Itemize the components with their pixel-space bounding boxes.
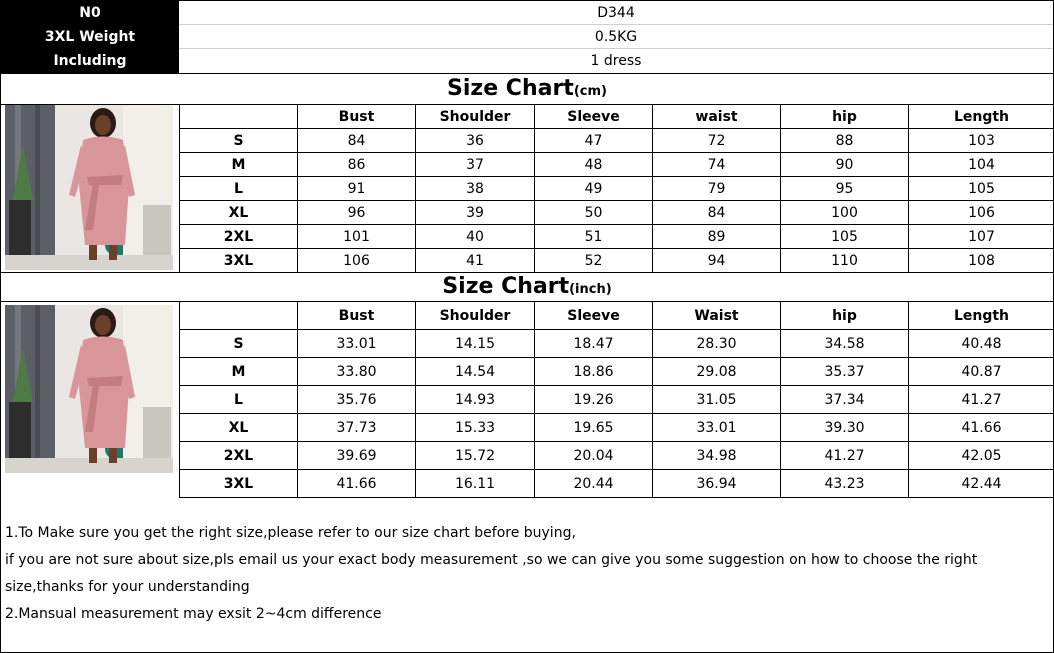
table-cell: 34.58: [781, 330, 909, 358]
table-cell: 20.44: [535, 470, 653, 498]
column-header: Length: [909, 105, 1054, 129]
table-cell: 41: [416, 249, 535, 273]
table-cell: 31.05: [653, 386, 781, 414]
table-cell: 28.30: [653, 330, 781, 358]
info-row-weight: [1, 25, 1053, 49]
table-cell: 19.65: [535, 414, 653, 442]
table-cell: 105: [909, 177, 1054, 201]
table-row: [180, 153, 1054, 177]
table-cell: 33.01: [298, 330, 416, 358]
size-label: XL: [180, 201, 298, 225]
table-cell: 100: [781, 201, 909, 225]
table-cell: 37.34: [781, 386, 909, 414]
table-cell: 90: [781, 153, 909, 177]
info-value: 0.5KG: [179, 25, 1053, 49]
table-header-row: [180, 105, 1054, 129]
info-label: N0: [1, 1, 179, 25]
table-cell: 103: [909, 129, 1054, 153]
size-label: S: [180, 330, 298, 358]
table-cell: 108: [909, 249, 1054, 273]
table-cell: 89: [653, 225, 781, 249]
column-header: Sleeve: [535, 105, 653, 129]
table-cell: 72: [653, 129, 781, 153]
dress-model-image: [5, 305, 173, 473]
size-label: S: [180, 129, 298, 153]
table-cell: 38: [416, 177, 535, 201]
table-row: [180, 470, 1054, 498]
table-cell: 50: [535, 201, 653, 225]
table-cell: 36.94: [653, 470, 781, 498]
table-cell: 39.69: [298, 442, 416, 470]
info-label: 3XL Weight: [1, 25, 179, 49]
table-cell: 95: [781, 177, 909, 201]
table-header-row: [180, 302, 1054, 330]
table-cell: 36: [416, 129, 535, 153]
table-cell: 34.98: [653, 442, 781, 470]
table-cell: 41.27: [909, 386, 1054, 414]
table-cell: 39: [416, 201, 535, 225]
table-row: [180, 386, 1054, 414]
table-cell: 35.37: [781, 358, 909, 386]
table-cell: 96: [298, 201, 416, 225]
table-cell: 94: [653, 249, 781, 273]
size-label: M: [180, 153, 298, 177]
table-cell: 49: [535, 177, 653, 201]
table-cell: 16.11: [416, 470, 535, 498]
table-cell: 41.66: [909, 414, 1054, 442]
size-label: L: [180, 177, 298, 201]
table-row: [180, 201, 1054, 225]
size-label: 3XL: [180, 249, 298, 273]
chart-unit-text: (inch): [569, 282, 612, 297]
column-header: hip: [781, 105, 909, 129]
dress-photo-inch: [5, 305, 173, 473]
info-row-including: [1, 49, 1053, 73]
note-line: if you are not sure about size,pls email us your exact body measurement ,so we can give you some suggestion on how to choose the right size,thanks for your understanding: [5, 552, 978, 595]
table-row: [180, 330, 1054, 358]
table-cell: 20.04: [535, 442, 653, 470]
table-cell: 18.47: [535, 330, 653, 358]
size-label: 3XL: [180, 470, 298, 498]
table-cell: 40: [416, 225, 535, 249]
table-cell: 42.44: [909, 470, 1054, 498]
info-value: D344: [179, 1, 1053, 25]
column-header: Shoulder: [416, 302, 535, 330]
table-row: [180, 177, 1054, 201]
table-cell: 33.80: [298, 358, 416, 386]
column-header: Shoulder: [416, 105, 535, 129]
table-cell: 35.76: [298, 386, 416, 414]
table-cell: 43.23: [781, 470, 909, 498]
table-cell: 48: [535, 153, 653, 177]
table-cell: 15.33: [416, 414, 535, 442]
notes-section: [5, 520, 1045, 628]
table-cell: 39.30: [781, 414, 909, 442]
size-label: 2XL: [180, 442, 298, 470]
table-cell: 47: [535, 129, 653, 153]
table-cell: 104: [909, 153, 1054, 177]
dress-model-image: [5, 105, 173, 270]
dress-photo-cm: [5, 105, 173, 270]
note-line: 1.To Make sure you get the right size,please refer to our size chart before buying,: [5, 525, 576, 541]
table-cell: 84: [298, 129, 416, 153]
chart-unit-text: (cm): [573, 84, 607, 99]
size-chart-inch-table: [179, 301, 1054, 498]
table-cell: 14.93: [416, 386, 535, 414]
table-cell: 105: [781, 225, 909, 249]
column-header: Length: [909, 302, 1054, 330]
column-header: Waist: [653, 302, 781, 330]
size-label: 2XL: [180, 225, 298, 249]
table-cell: 86: [298, 153, 416, 177]
size-label: XL: [180, 414, 298, 442]
size-label: M: [180, 358, 298, 386]
table-cell: 79: [653, 177, 781, 201]
table-row: [180, 442, 1054, 470]
table-cell: 33.01: [653, 414, 781, 442]
table-cell: 106: [909, 201, 1054, 225]
table-cell: 84: [653, 201, 781, 225]
info-label: Including: [1, 49, 179, 73]
table-cell: 37.73: [298, 414, 416, 442]
table-cell: 51: [535, 225, 653, 249]
table-cell: 107: [909, 225, 1054, 249]
column-header: Sleeve: [535, 302, 653, 330]
table-cell: 40.48: [909, 330, 1054, 358]
table-row: [180, 358, 1054, 386]
header-corner-cell: [180, 302, 298, 330]
table-cell: 52: [535, 249, 653, 273]
table-cell: 74: [653, 153, 781, 177]
table-cell: 106: [298, 249, 416, 273]
note-line: 2.Mansual measurement may exsit 2~4cm difference: [5, 606, 382, 622]
column-header: waist: [653, 105, 781, 129]
table-cell: 18.86: [535, 358, 653, 386]
column-header: Bust: [298, 105, 416, 129]
column-header: Bust: [298, 302, 416, 330]
table-cell: 41.27: [781, 442, 909, 470]
table-cell: 15.72: [416, 442, 535, 470]
table-row: [180, 414, 1054, 442]
column-header: hip: [781, 302, 909, 330]
table-cell: 91: [298, 177, 416, 201]
chart-title-text: Size Chart: [447, 76, 574, 101]
size-chart-cm-title: [1, 73, 1053, 105]
table-cell: 29.08: [653, 358, 781, 386]
table-cell: 42.05: [909, 442, 1054, 470]
size-label: L: [180, 386, 298, 414]
info-row-number: [1, 1, 1053, 25]
table-row: [180, 225, 1054, 249]
table-cell: 14.15: [416, 330, 535, 358]
chart-title-text: Size Chart: [442, 274, 570, 299]
table-cell: 14.54: [416, 358, 535, 386]
table-cell: 88: [781, 129, 909, 153]
table-cell: 101: [298, 225, 416, 249]
table-cell: 110: [781, 249, 909, 273]
table-cell: 37: [416, 153, 535, 177]
table-cell: 41.66: [298, 470, 416, 498]
table-row: [180, 129, 1054, 153]
size-chart-inch-title: [1, 272, 1053, 302]
table-row: [180, 249, 1054, 273]
table-cell: 40.87: [909, 358, 1054, 386]
header-corner-cell: [180, 105, 298, 129]
info-value: 1 dress: [590, 53, 642, 69]
size-chart-cm-table: [179, 104, 1054, 273]
table-cell: 19.26: [535, 386, 653, 414]
